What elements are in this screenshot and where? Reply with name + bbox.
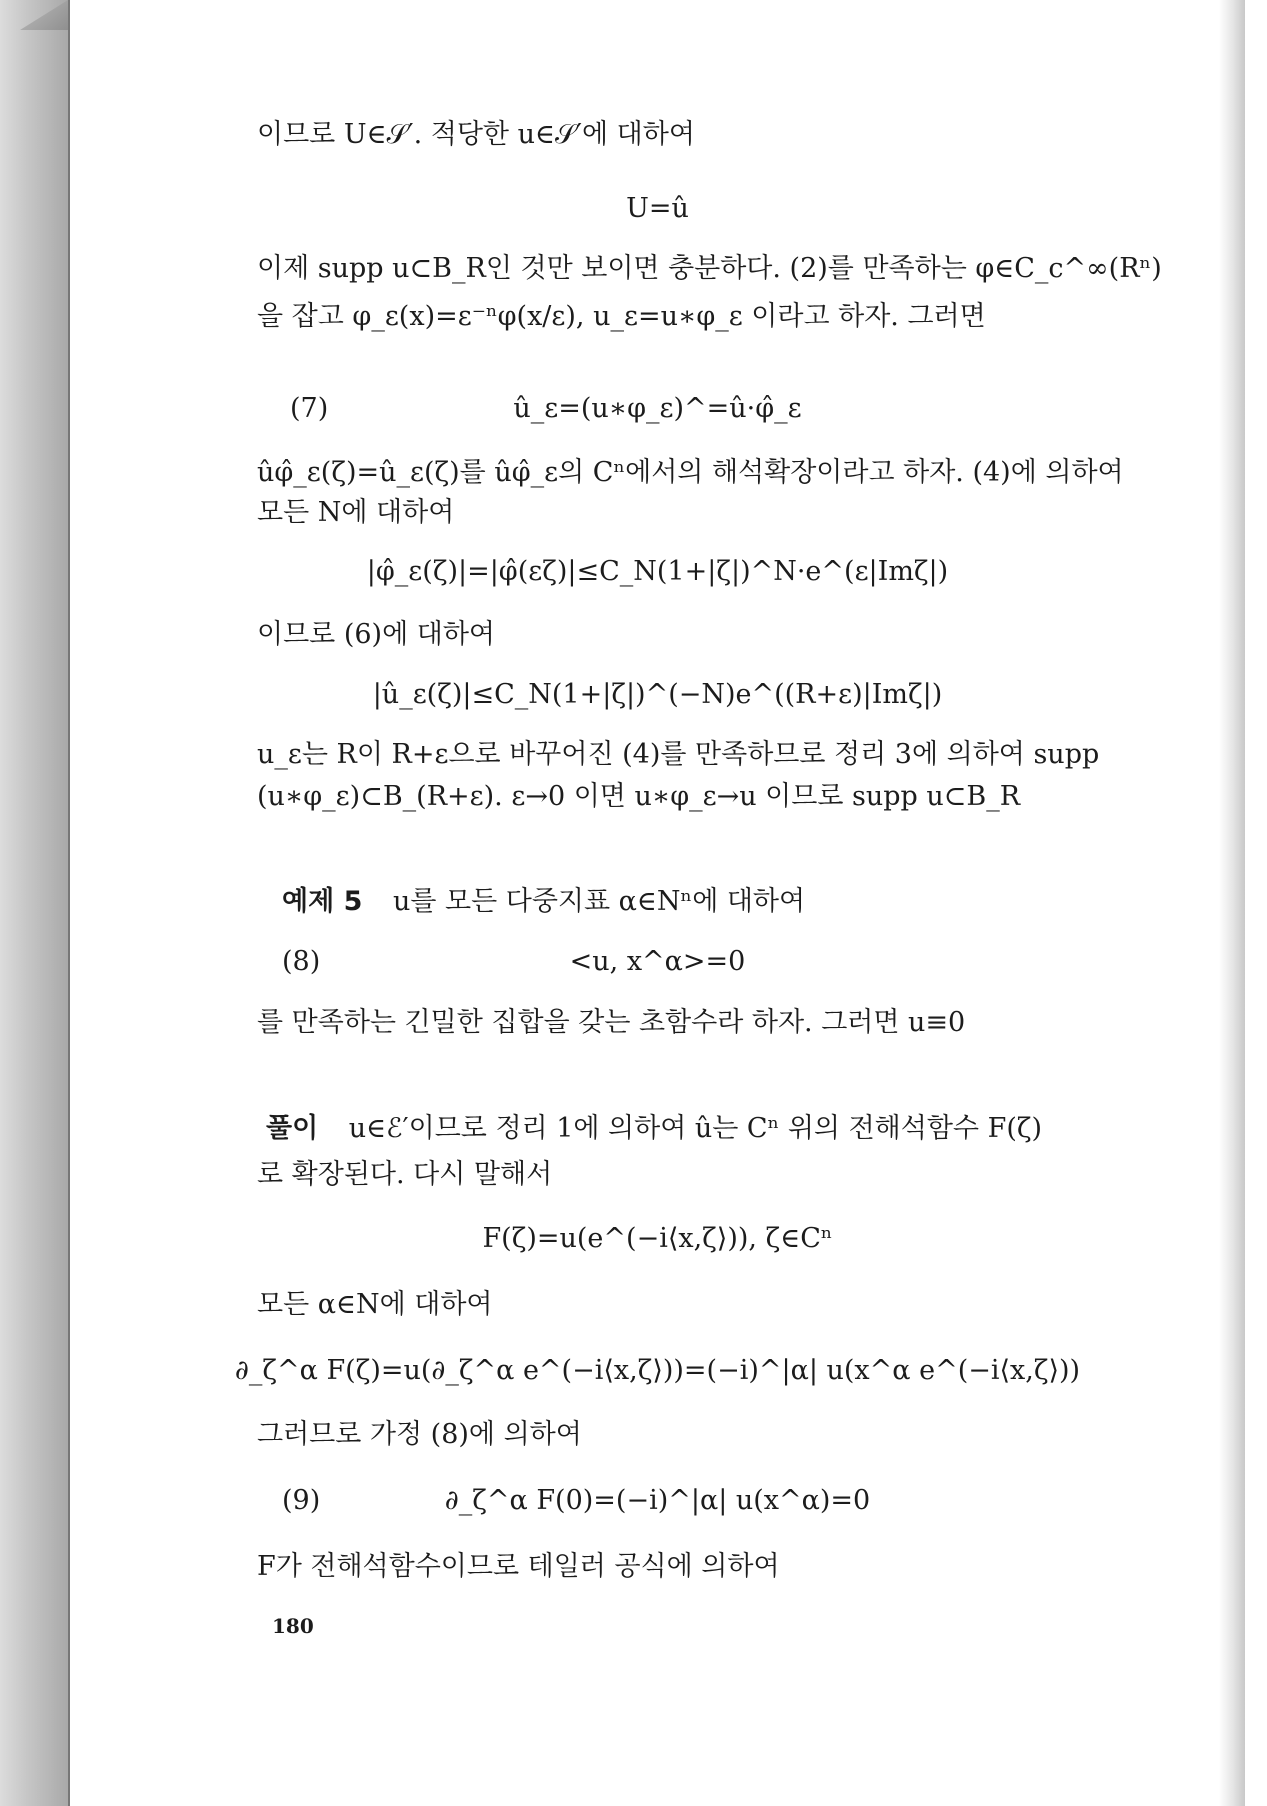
text-line: 를 만족하는 긴밀한 집합을 갖는 초함수라 하자. 그러면 u≡0 [257, 1007, 966, 1038]
equation-number: (8) [282, 946, 321, 977]
equation-number: (9) [282, 1485, 321, 1516]
text-line: 로 확장된다. 다시 말해서 [257, 1159, 553, 1190]
page-number: 180 [272, 1614, 314, 1638]
example-label: 예제 5 [282, 886, 363, 917]
equation: F(ζ)=u(e^(−i⟨x,ζ⟩)), ζ∈Cⁿ [482, 1223, 833, 1254]
equation: |û_ε(ζ)|≤C_N(1+|ζ|)^(−N)e^((R+ε)|Imζ|) [372, 679, 943, 710]
book-spine [0, 0, 68, 1806]
equation: <u, x^α>=0 [569, 946, 746, 977]
text-line: ûφ̂_ε(ζ)=û_ε(ζ)를 ûφ̂_ε의 Cⁿ에서의 해석확장이라고 하자. (4)에 의하여 [257, 457, 1124, 488]
example-heading [282, 885, 805, 919]
text-line: 이므로 (6)에 대하여 [257, 619, 495, 650]
equation: ∂_ζ^α F(ζ)=u(∂_ζ^α e^(−i⟨x,ζ⟩))=(−i)^|α| u(x^α e^(−i⟨x,ζ⟩)) [234, 1355, 1081, 1386]
equation: |φ̂_ε(ζ)|=|φ̂(εζ)|≤C_N(1+|ζ|)^N·e^(ε|Imζ|) [366, 556, 949, 587]
text-line: 모든 α∈N에 대하여 [257, 1289, 493, 1320]
solution-heading [266, 1112, 1042, 1146]
text-line: 그러므로 가정 (8)에 의하여 [257, 1419, 582, 1450]
text-line: 모든 N에 대하여 [257, 497, 455, 528]
text-line: 을 잡고 φ_ε(x)=ε⁻ⁿφ(x/ε), u_ε=u∗φ_ε 이라고 하자. 그러면 [257, 301, 986, 332]
text-line: u_ε는 R이 R+ε으로 바꾸어진 (4)를 만족하므로 정리 3에 의하여 supp [257, 739, 1100, 770]
equation-number: (7) [290, 393, 329, 424]
text-line: 이므로 U∈𝒮′. 적당한 u∈𝒮′에 대하여 [257, 119, 695, 150]
example-text: u를 모든 다중지표 α∈Nⁿ에 대하여 [392, 886, 806, 917]
equation: û_ε=(u∗φ_ε)^=û·φ̂_ε [513, 393, 802, 424]
text-line: 이제 supp u⊂B_R인 것만 보이면 충분하다. (2)를 만족하는 φ∈C_c^∞(Rⁿ) [257, 253, 1162, 284]
text-line: F가 전해석함수이므로 테일러 공식에 의하여 [257, 1551, 780, 1582]
solution-label: 풀이 [266, 1113, 319, 1144]
book-page [68, 0, 1245, 1806]
text-line: (u∗φ_ε)⊂B_(R+ε). ε→0 이면 u∗φ_ε→u 이므로 supp u⊂B_R [257, 781, 1021, 812]
equation: U=û [626, 193, 689, 224]
equation: ∂_ζ^α F(0)=(−i)^|α| u(x^α)=0 [444, 1485, 871, 1516]
page-edge-shadow [1219, 0, 1245, 1806]
solution-text: u∈ℰ′이므로 정리 1에 의하여 û는 Cⁿ 위의 전해석함수 F(ζ) [348, 1113, 1043, 1144]
